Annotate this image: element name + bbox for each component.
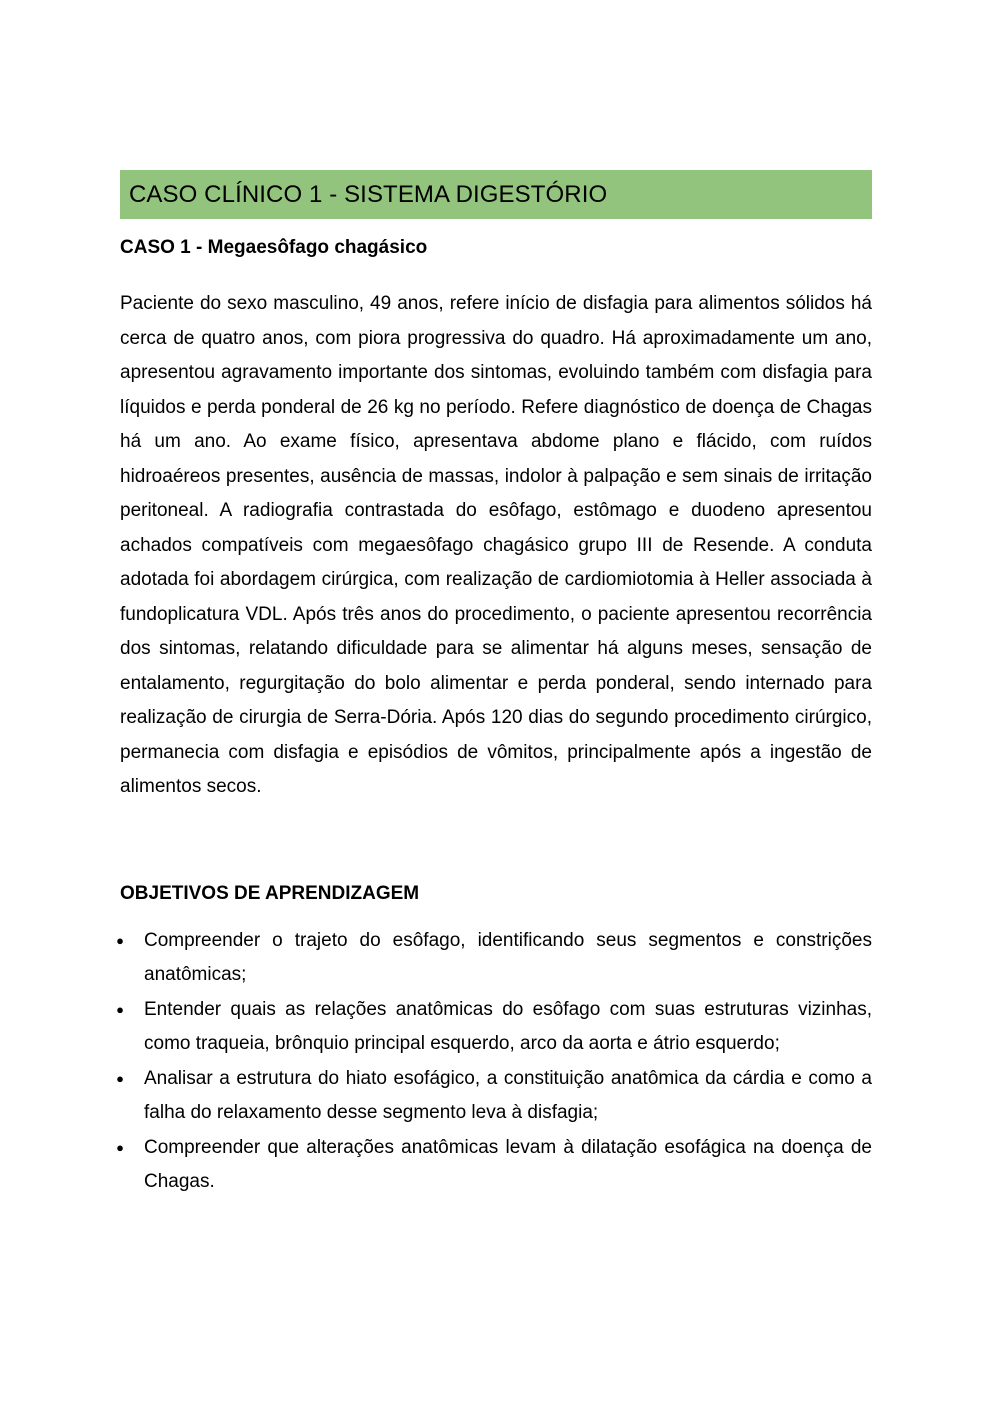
objective-text: Compreender que alterações anatômicas levam à dilatação esofágica na doença de Chagas. [144, 1136, 872, 1192]
bullet-icon: ● [116, 1070, 124, 1086]
objective-item [116, 993, 872, 1062]
objective-item [116, 1131, 872, 1200]
objectives-heading: OBJETIVOS DE APRENDIZAGEM [120, 882, 420, 904]
objective-text: Analisar a estrutura do hiato esofágico, a constituição anatômica da cárdia e como a falha do relaxamento desse segmento leva à disfagia; [144, 1067, 872, 1123]
case-description: Paciente do sexo masculino, 49 anos, refere início de disfagia para alimentos sólidos há cerca de quatro anos, com piora progressiva do quadro. Há aproximadamente um ano, apresentou agravamento importante dos sintomas, evoluindo também com disfagia para líquidos e perda ponderal de 26 kg no período. Refere diagnóstico de doença de Chagas há um ano. Ao exame físico, apresentava abdome plano e flácido, com ruídos hidroaéreos presentes, ausência de massas, indolor à palpação e sem sinais de irritação peritoneal. A radiografia contrastada do esôfago, estômago e duodeno apresentou achados compatíveis com megaesôfago chagásico grupo III de Resende. A conduta adotada foi abordagem cirúrgica, com realização de cardiomiotomia à Heller associada à fundoplicatura VDL. Após três anos do procedimento, o paciente apresentou recorrência dos sintomas, relatando dificuldade para se alimentar há alguns meses, sensação de entalamento, regurgitação do bolo alimentar e perda ponderal, sendo internado para realização de cirurgia de Serra-Dória. Após 120 dias do segundo procedimento cirúrgico, permanecia com disfagia e episódios de vômitos, principalmente após a ingestão de alimentos secos. [120, 293, 872, 797]
title-banner [120, 170, 872, 219]
objectives-list [116, 924, 872, 1200]
document-page [116, 170, 872, 1200]
bullet-icon: ● [116, 932, 124, 948]
objective-text: Entender quais as relações anatômicas do esôfago com suas estruturas vizinhas, como traqueia, brônquio principal esquerdo, arco da aorta e átrio esquerdo; [144, 998, 872, 1054]
bullet-icon: ● [116, 1139, 124, 1155]
document-title: CASO CLÍNICO 1 - SISTEMA DIGESTÓRIO [129, 180, 608, 208]
bullet-icon: ● [116, 1001, 124, 1017]
objective-item [116, 1062, 872, 1131]
objective-text: Compreender o trajeto do esôfago, identificando seus segmentos e constrições anatômicas; [144, 929, 872, 985]
case-subtitle: CASO 1 - Megaesôfago chagásico [120, 237, 428, 258]
objective-item [116, 924, 872, 993]
